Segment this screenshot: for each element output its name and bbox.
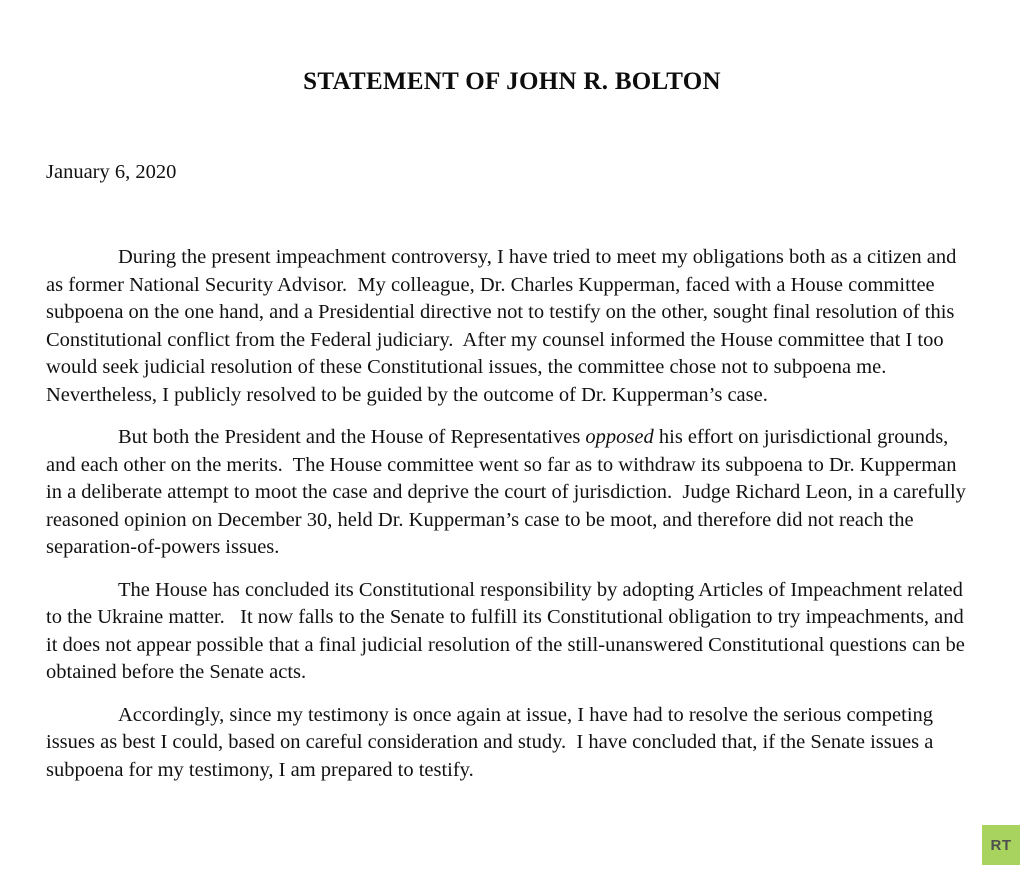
- paragraph-2-text-before: But both the President and the House of Representatives: [118, 426, 586, 448]
- rt-logo-label: RT: [990, 836, 1012, 854]
- paragraph-3: The House has concluded its Constitutional responsibility by adopting Articles of Impeachment related to the Ukraine matter. It now falls to the Senate to fulfill its Constitutional obligation to try impeachments, and it does not appear possible that a final judicial resolution of the still-unanswered Constitutional questions can be obtained before the Senate acts.: [46, 578, 971, 683]
- italic-emphasis: opposed: [585, 426, 654, 448]
- document-title: STATEMENT OF JOHN R. BOLTON: [303, 68, 721, 95]
- document-date: January 6, 2020: [46, 161, 177, 183]
- paragraph-2: [46, 424, 977, 562]
- rt-logo: [982, 825, 1020, 865]
- paragraph-2-text-after: his effort on jurisdictional grounds, and each other on the merits. The House committee went so far as to withdraw its subpoena to Dr. Kupperman in a deliberate attempt to moot the case and deprive the court of jurisdiction. Judge Richard Leon, in a carefully reasoned opinion on December 30, held Dr. Kupperman’s case to be moot, and therefore did not reach the separation-of-powers issues.: [46, 426, 972, 558]
- paragraph-4: Accordingly, since my testimony is once again at issue, I have had to resolve the serious competing issues as best I could, based on careful consideration and study. I have concluded that, if the Senate issues a subpoena for my testimony, I am prepared to testify.: [46, 703, 939, 781]
- document-body: [46, 244, 977, 784]
- paragraph-1: During the present impeachment controversy, I have tried to meet my obligations both as a citizen and as former National Security Advisor. My colleague, Dr. Charles Kupperman, faced with a House committee subpoena on the one hand, and a Presidential directive not to testify on the other, sought final resolution of this Constitutional conflict from the Federal judiciary. After my counsel informed the House committee that I too would seek judicial resolution of these Constitutional issues, the committee chose not to subpoena me. Nevertheless, I publicly resolved to be guided by the outcome of Dr. Kupperman’s case.: [46, 246, 962, 406]
